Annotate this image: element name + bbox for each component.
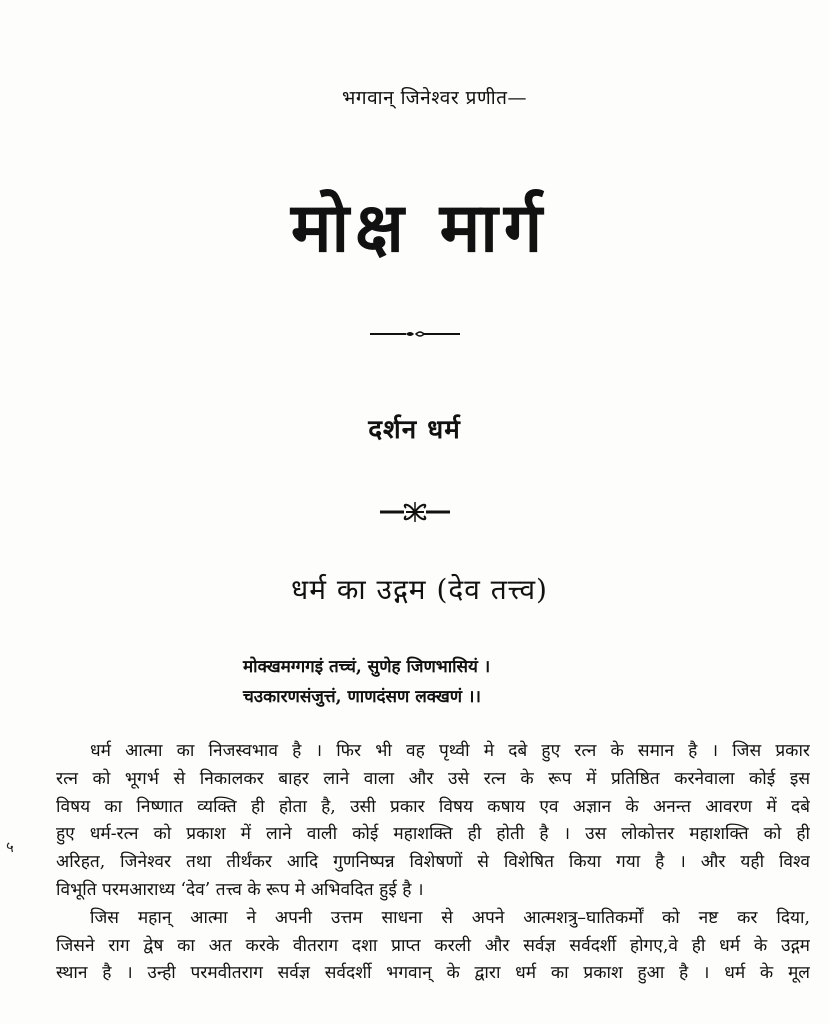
verse-line: चउकारणसंजुत्तं, णाणदंसण लक्खणं ।। xyxy=(243,687,481,707)
paragraph-line: विभूति परमआराध्य ‘देव’ तत्त्व के रूप मे अभिवदित हुई है । xyxy=(56,879,424,900)
book-title: मोक्ष मार्ग xyxy=(290,188,549,268)
decorative-rule-icon xyxy=(0,328,829,340)
paragraph-line: अरिहत, जिनेश्वर तथा तीर्थंकर आदि गुणनिष्पन्न विशेषणों से विशेषित किया गया है । और यही विश्व xyxy=(56,852,810,873)
subtitle: भगवान् जिनेश्वर प्रणीत— xyxy=(342,87,527,109)
margin-mark: ५ xyxy=(6,838,14,856)
paragraph-line: विषय का निष्णात व्यक्ति ही होता है, उसी प्रकार विषय कषाय एव अज्ञान के अनन्त आवरण में दबे xyxy=(56,796,810,817)
body-text xyxy=(56,738,810,988)
paragraph-line: धर्म आत्मा का निजस्वभाव है । फिर भी वह पृथ्वी मे दबे हुए रत्न के समान है । जिस प्रकार xyxy=(90,741,810,761)
floral-ornament-icon xyxy=(0,500,829,524)
verse-line: मोक्खमग्गगइं तच्चं, सुणेह जिणभासियं । xyxy=(243,657,491,677)
chapter-heading: धर्म का उद्गम (देव तत्त्व) xyxy=(291,573,548,606)
paragraph-line: जिस महान् आत्मा ने अपनी उत्तम साधना से अपने आत्मशत्रु–घातिकर्मों को नष्ट कर दिया, xyxy=(90,907,810,928)
paragraph-line: जिसने राग द्वेष का अत करके वीतराग दशा प्राप्त करली और सर्वज्ञ सर्वदर्शी होगए,वे ही धर्म के उद्गम xyxy=(56,935,810,956)
paragraph-line: स्थान है । उन्ही परमवीतराग सर्वज्ञ सर्वदर्शी भगवान् के द्वारा धर्म का प्रकाश हुआ है । धर्म के मूल xyxy=(56,963,810,984)
section-title: दर्शन धर्म xyxy=(368,415,461,445)
paragraph-line: रत्न को भूगर्भ से निकालकर बाहर लाने वाला और उसे रत्न के रूप में प्रतिष्ठित करनेवाला कोई इस xyxy=(56,768,810,789)
paragraph-line: हुए धर्म-रत्न को प्रकाश में लाने वाली कोई महाशक्ति ही होती है । उस लोकोत्तर महाशक्ति को ही xyxy=(56,824,810,845)
verse-block xyxy=(243,652,663,712)
